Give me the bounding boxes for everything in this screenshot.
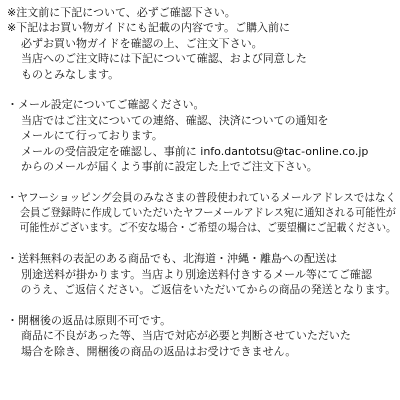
header-line-2: ※下記はお買い物ガイドにも記載の内容です。ご購入前に bbox=[7, 21, 291, 35]
shipping-line-1: ・送料無料の表記のある商品でも、北海道・沖縄・離島への配送は bbox=[7, 252, 337, 266]
header-line-3: 必ずお買い物ガイドを確認の上、ご注文下さい。 bbox=[21, 36, 263, 50]
shipping-line-2: 別途送料が掛かります。当店より別途送料付きするメール等にてご確認 bbox=[21, 267, 372, 281]
mail-line-5: からのメールが届くよう事前に設定した上でご注文下さい。 bbox=[21, 159, 318, 173]
returns-line-1: ・開梱後の返品は原則不可です。 bbox=[7, 313, 172, 327]
yahoo-line-1: ・ヤフーショッピング会員のみなさまの普段使われているメールアドレスではなく bbox=[7, 190, 397, 204]
returns-line-2: 商品に不良があった等、当店で対応が必要と判断させていただいた bbox=[21, 329, 351, 343]
shipping-line-3: のうえ、ご返信ください。ご返信をいただいてからの商品の発送となります。 bbox=[20, 283, 397, 297]
mail-line-1: ・メール設定についてご確認ください。 bbox=[7, 98, 205, 112]
order-notice bbox=[7, 5, 395, 359]
mail-line-3: メールにて行っております。 bbox=[21, 129, 163, 143]
yahoo-line-3: 可能性がございます。ご不安な場合・ご希望の場合は、ご要望欄にご記載ください。 bbox=[19, 221, 397, 235]
yahoo-line-2: 会員ご登録時に作成していただいたヤフーメールアドレス宛に通知される可能性が bbox=[19, 206, 396, 220]
header-line-5: ものとみなします。 bbox=[21, 67, 120, 81]
header-line-4: 当店へのご注文時には下記について確認、および同意した bbox=[21, 52, 307, 66]
mail-line-2: 当店ではご注文についての連絡、確認、決済についての通知を bbox=[21, 113, 329, 127]
mail-line-4: メールの受信設定を確認し、事前に info.dantotsu@tac-online.co.jp bbox=[21, 144, 369, 158]
returns-line-3: 場合を除き、開梱後の商品の返品はお受けできません。 bbox=[21, 344, 297, 358]
header-line-1: ※注文前に下記について、必ずご確認下さい。 bbox=[7, 6, 236, 19]
